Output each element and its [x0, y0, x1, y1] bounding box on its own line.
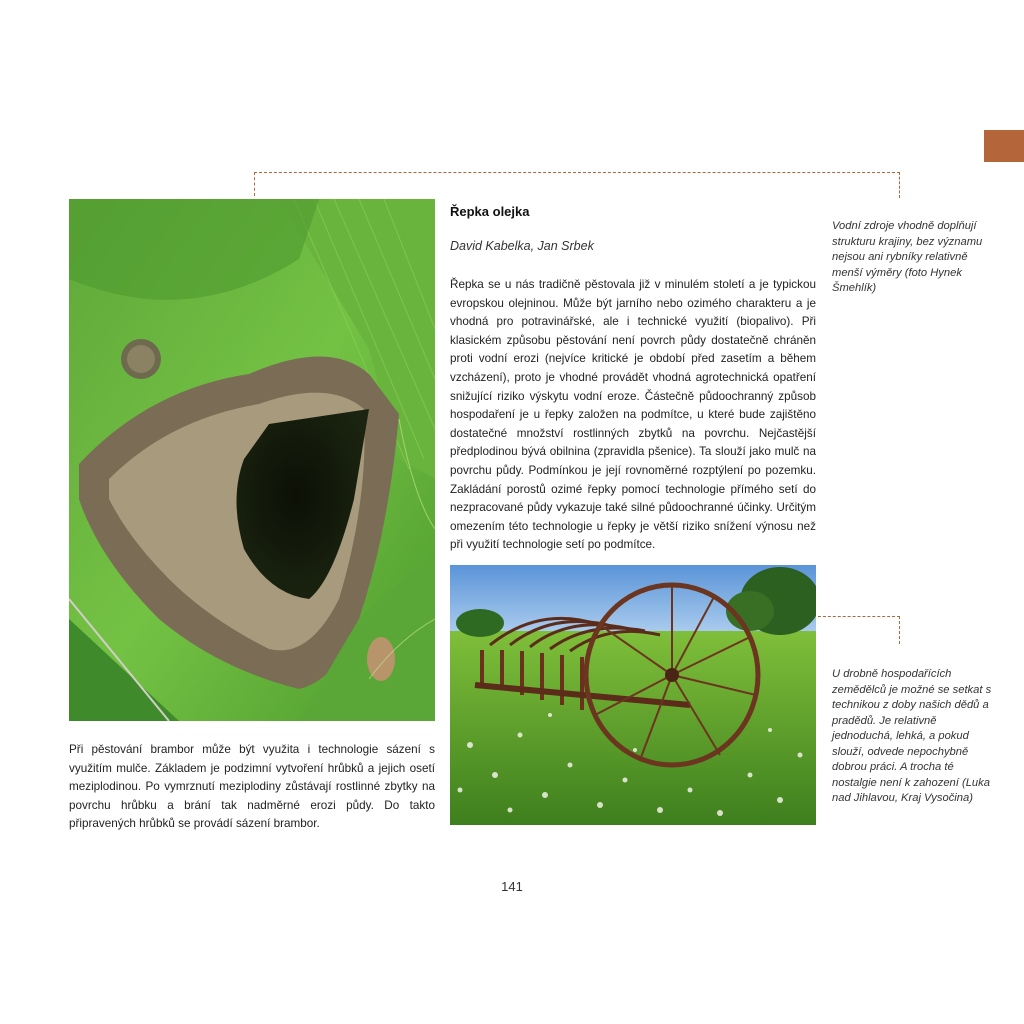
- caption-leader-line: [254, 172, 900, 173]
- old-rake-photo: [450, 565, 816, 825]
- article-body: Řepka se u nás tradičně pěstovala již v minulém století a je typickou evropskou olejninou. Může být jarního nebo ozimého charakteru a je vhodná pro potravinářské, ale i technické využití (biopalivo). Při klasickém způsobu pěstování není povrch půdy dostatečně chráněn proti vodní erozi (nejvíce kritické je období před zasetím a během vzcházení), proto je vhodné provádět vhodná agrotechnická opatření snižující riziko výskytu vodní eroze. Částečně půdoochranný způsob hospodaření je u řepky založen na podmítce, u které bude zajištěno dostatečné množství rostlinných zbytků na povrchu. Nejčastější předplodinou bývá obilnina (zpravidla pšenice). Ta slouží jako mulč na povrchu půdy. Podmínkou je její rovnoměrné rozptýlení po pozemku. Zakládání porostů ozimé řepky pomocí technologie přímého setí do nezpracované půdy vykazuje také silné půdoochranné účinky. Určitým omezením této technologie u řepky je větší riziko snížení výnosu než při využití technologie setí po podmítce.: [450, 278, 816, 552]
- chapter-tab: [984, 130, 1024, 162]
- photo-caption-left: Při pěstování brambor může být využita i technologie sázení s využitím mulče. Základem je podzimní vytvoření hrůbků a jejich osetí meziplodinou. Po vymrznutí meziplodiny zůstávají rostlinné zbytky na povrchu hrůbku a brání tak nadměrné erozi půdy. Do takto připravených hrůbků se provádí sázení brambor.: [69, 743, 435, 831]
- photo-caption-pond: Vodní zdroje vhodně doplňují strukturu krajiny, bez významu nejsou ani rybníky relativně menší výměry (foto Hynek Šmehlík): [832, 220, 983, 294]
- article-title: Řepka olejka: [450, 204, 530, 219]
- page-number: 141: [501, 879, 523, 894]
- caption-leader-line: [899, 616, 900, 644]
- aerial-pond-photo: [69, 199, 435, 721]
- article-authors: David Kabelka, Jan Srbek: [450, 239, 594, 253]
- caption-leader-line: [818, 616, 900, 617]
- caption-leader-line: [899, 172, 900, 198]
- photo-caption-rake: U drobně hospodařících zemědělců je možné se setkat s technikou z doby našich dědů a pradědů. Je relativně jednoduchá, lehká, a pokud slouží, odvede nepochybně dobrou práci. A trocha té nostalgie není k zahození (Luka nad Jihlavou, Kraj Vysočina): [832, 668, 992, 804]
- caption-leader-line: [254, 172, 255, 196]
